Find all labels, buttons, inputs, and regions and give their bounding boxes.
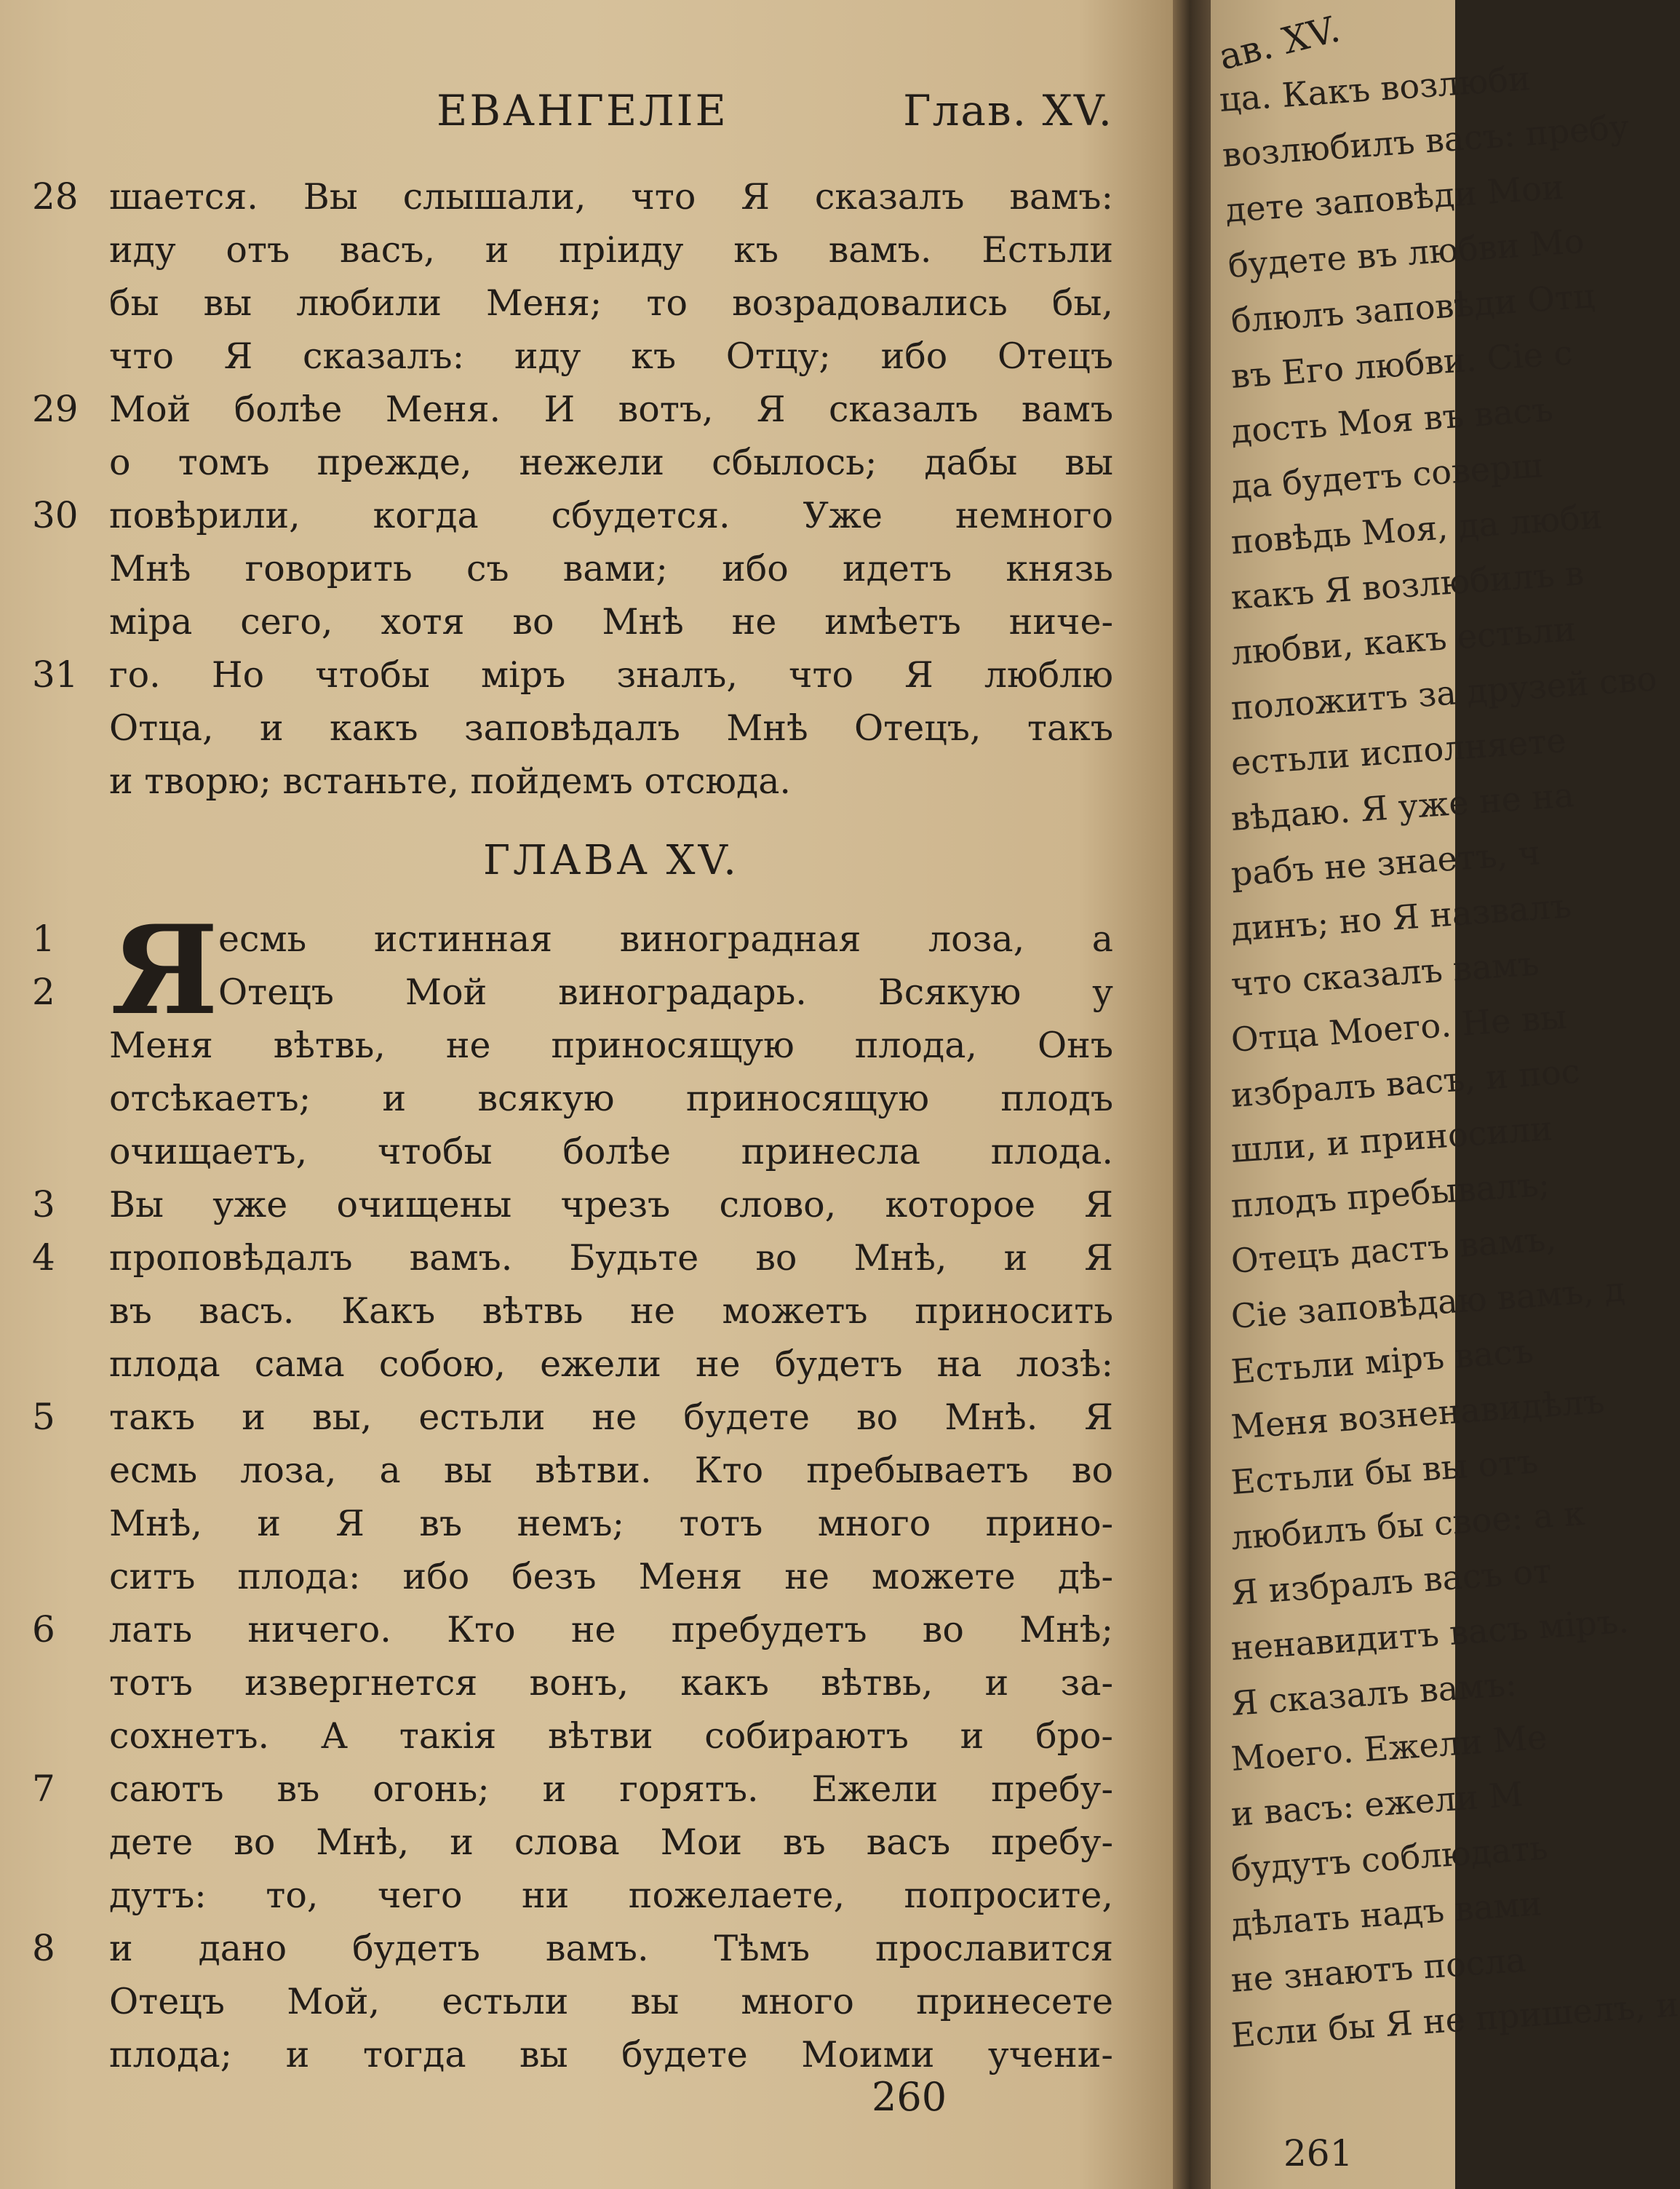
right-page-line: не знаютъ посла [1230,1939,1527,2000]
verse-number: 8 [32,1927,55,1969]
text-line: шается. Вы слышали, что Я сказалъ вамъ: [109,176,1113,218]
right-page-line: дѣлать надъ вами [1230,1883,1543,1944]
right-page-line: шли, и приносили [1230,1108,1554,1170]
verse-number: 4 [32,1236,55,1279]
text-line: плода сама собою, ежели не будетъ на лозѣ: [109,1343,1113,1385]
page-number: 260 [872,2074,947,2120]
right-page-line: что сказалъ вамъ [1230,943,1540,1004]
text-line: и творю; встаньте, пойдемъ отсюда. [109,760,792,802]
right-page-line: положитъ за друзей сво [1230,659,1658,728]
right-page-line: динъ; но Я назвалъ [1230,886,1573,949]
verse-number: 29 [32,388,79,430]
right-page-line: Сіе заповѣдаю вамъ, д [1230,1269,1627,1336]
running-head [109,86,1113,144]
text-line: ситъ плода: ибо безъ Меня не можете дѣ- [109,1556,1113,1597]
right-page-line: Меня возненавидѣлъ [1230,1381,1607,1447]
preceding-verses [109,170,1113,808]
text-line: Мнѣ говорить съ вами; ибо идетъ князь [109,548,1113,589]
right-page-running-head: ав. XV. [1214,7,1345,79]
text-line: Мой болѣе Меня. И вотъ, Я сказалъ вамъ [109,389,1113,430]
text-line: саютъ въ огонь; и горятъ. Ежели пребу- [109,1768,1113,1810]
right-page-line: ца. Какъ возлюби [1218,58,1532,119]
text-line: есмь лоза, а вы вѣтви. Кто пребываетъ во [109,1450,1113,1491]
book-gutter [1173,0,1211,2189]
running-head-title: ЕВАНГЕЛІЕ [437,86,728,135]
right-page-line: избралъ васъ, и пос [1230,1051,1582,1115]
text-line: сохнетъ. А такія вѣтви собираютъ и бро- [109,1715,1113,1757]
verse-number: 5 [32,1396,55,1438]
text-line: Вы уже очищены чрезъ слово, которое Я [109,1184,1113,1225]
right-page-line: Если бы Я не пришелъ, и [1230,1985,1680,2055]
verse-number: 30 [32,494,79,536]
text-line: иду отъ васъ, и пріиду къ вамъ. Естьли [109,229,1113,271]
right-page-line: Естьли бы вы отъ [1230,1441,1540,1502]
verse-number: 3 [32,1183,55,1225]
text-line: тотъ извергнется вонъ, какъ вѣтвь, и за- [109,1662,1113,1704]
verse-number: 2 [32,971,55,1013]
right-page-line: Я сказалъ вамъ: [1230,1664,1518,1723]
text-line: плода; и тогда вы будете Моими учени- [109,2034,1113,2075]
text-line: Меня вѣтвь, не приносящую плода, Онъ [109,1025,1113,1066]
text-line: о томъ прежде, нежели сбылось; дабы вы [109,442,1113,483]
chapter-text [109,898,1113,2081]
text-line: лать ничего. Кто не пребудетъ во Мнѣ; [109,1609,1113,1650]
right-page-line: да будетъ соверш [1230,445,1544,506]
right-page-line: дете заповѣди Мои [1224,167,1566,230]
right-page-line: Отца Моего. Не вы [1230,996,1569,1060]
right-page-number: 261 [1283,2132,1353,2174]
text-line: и дано будетъ вамъ. Тѣмъ прославится [109,1928,1113,1969]
right-page-line: Естьли міръ васъ [1230,1331,1535,1391]
right-page-line: Отецъ дастъ вамъ, [1230,1218,1558,1281]
right-page-line: рабъ не знаетъ, ч [1230,833,1542,894]
text-line: міра сего, хотя во Мнѣ не имѣетъ ниче- [109,601,1113,643]
right-page-line: ненавидитъ васъ міръ. [1230,1600,1631,1668]
text-line: Отецъ Мой виноградарь. Всякую у [218,972,1113,1013]
text-line: повѣрили, когда сбудется. Уже немного [109,495,1113,536]
right-page-line: естьли исполняете [1230,720,1568,783]
right-page-line: блюлъ заповѣди Отц [1230,276,1596,341]
text-line: Мнѣ, и Я въ немъ; тотъ много прино- [109,1503,1113,1544]
right-page-line: дость Моя въ васъ [1230,389,1555,451]
right-page-line: въ Его любви. Сіе с [1230,333,1574,396]
verse-number: 1 [32,918,55,960]
right-page-line: будете въ любви Мо [1227,221,1586,285]
text-line: дете во Мнѣ, и слова Мои въ васъ пребу- [109,1821,1113,1863]
text-line: есмь истинная виноградная лоза, а [218,918,1113,960]
right-page-line: Я избралъ васъ от [1230,1551,1553,1613]
text-line: бы вы любили Меня; то возрадовались бы, [109,282,1113,324]
text-line: такъ и вы, естьли не будете во Мнѣ. Я [109,1397,1113,1438]
verse-number: 31 [32,653,79,696]
right-page-line: какъ Я возлюбилъ в [1230,553,1585,617]
right-page-line: возлюбилъ васъ: пребу [1221,107,1631,175]
right-page-line: будутъ соблюдать [1230,1827,1549,1889]
drop-cap: Я [111,898,219,1042]
text-line: въ васъ. Какъ вѣтвь не можетъ приносить [109,1290,1113,1332]
verse-number: 28 [32,175,79,218]
text-line: отсѣкаетъ; и всякую приносящую плодъ [109,1078,1113,1119]
right-page-line: Моего. Ежели Ме [1230,1717,1548,1779]
right-page-line: и васъ: ежели М [1230,1774,1525,1834]
right-page-line: любилъ бы свое: а к [1230,1493,1586,1557]
verse-number: 6 [32,1608,55,1650]
right-page-line: плодъ пребывалъ; [1230,1164,1551,1225]
text-line: очищаетъ, чтобы болѣе принесла плода. [109,1131,1113,1172]
right-page-line: повѣдь Моя, да люби [1230,496,1604,562]
text-line: что Я сказалъ: иду къ Отцу; ибо Отецъ [109,335,1113,377]
text-line: дутъ: то, чего ни пожелаете, попросите, [109,1875,1113,1916]
text-line: Отецъ Мой, естьли вы много принесете [109,1981,1113,2022]
chapter-heading: ГЛАВА XV. [483,837,739,884]
right-page-line: вѣдаю. Я уже не на [1230,775,1575,838]
right-page-line: любви, какъ естьли [1230,608,1577,672]
text-line: Отца, и какъ заповѣдалъ Мнѣ Отецъ, такъ [109,707,1113,749]
text-line: го. Но чтобы міръ зналъ, что Я люблю [109,654,1113,696]
text-line: проповѣдалъ вамъ. Будьте во Мнѣ, и Я [109,1237,1113,1279]
running-head-chapter: Глав. XV. [903,86,1113,135]
right-page [1211,0,1680,2189]
verse-number: 7 [32,1768,55,1810]
